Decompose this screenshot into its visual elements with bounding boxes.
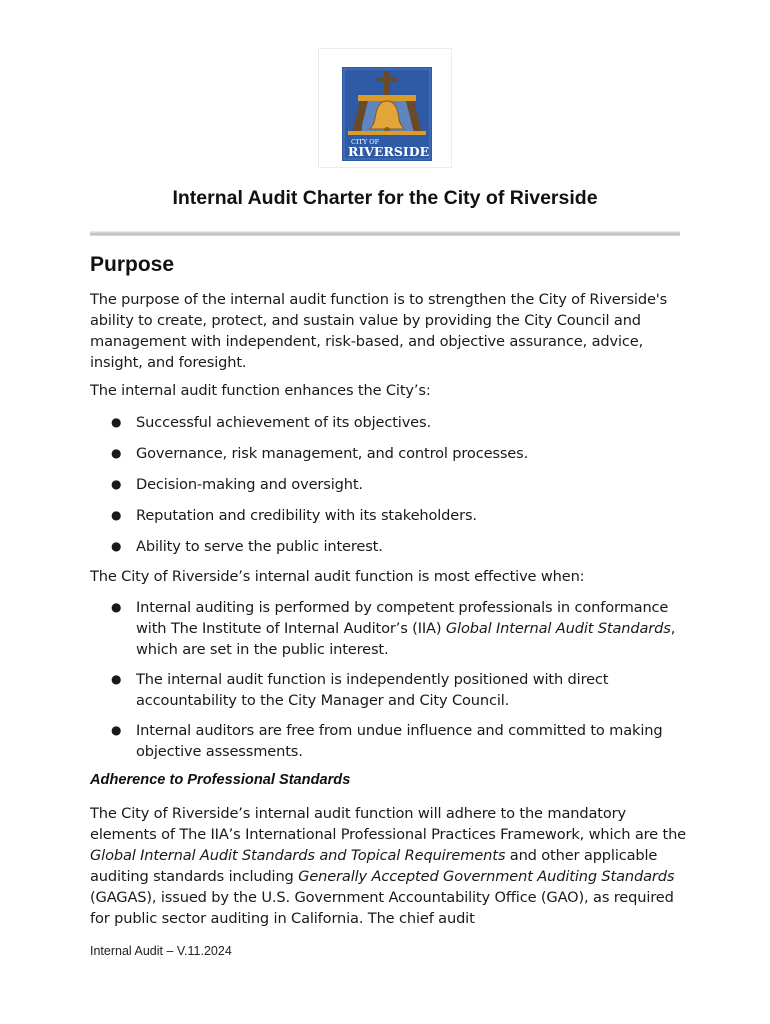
logo-text-city-of: CITY OF [351,138,380,146]
list-item: ● Internal auditors are free from undue influence and committed to making objective assessments. [111,722,663,760]
bullet-icon: ● [111,672,122,686]
city-seal-logo [342,67,432,161]
title-divider [90,231,680,236]
page-footer: Internal Audit – V.11.2024 [90,944,232,958]
purpose-intro: The purpose of the internal audit function is to strengthen the City of Riverside's ability to create, protect, and sustain value by providing the City Council and management with independent, risk-based, and objective assurance, advice, insight, and foresight. [90,291,668,371]
list-item: ● Successful achievement of its objectives. [111,414,431,431]
logo-text-riverside: RIVERSIDE [348,144,430,159]
bullet-icon: ● [111,477,122,491]
bullet-icon: ● [111,539,122,553]
list-item: ● Decision-making and oversight. [111,476,363,493]
enhances-lead: The internal audit function enhances the City’s: [90,382,431,399]
bullet-icon: ● [111,415,122,429]
list-item: ● Internal auditing is performed by competent professionals in conformance with The Institute of Internal Auditor’s (IIA) Global Internal Audit Standards, which are set in the public interest. [111,599,676,658]
adherence-heading: Adherence to Professional Standards [90,772,351,788]
logo-frame [318,48,452,168]
effective-lead: The City of Riverside’s internal audit function is most effective when: [90,568,585,585]
bullet-icon: ● [111,446,122,460]
list-item: ● Governance, risk management, and control processes. [111,445,529,462]
list-item: ● The internal audit function is independently positioned with direct accountability to the City Manager and City Council. [111,671,609,709]
document-title: Internal Audit Charter for the City of Riverside [172,187,598,209]
purpose-heading: Purpose [90,253,175,276]
bullet-icon: ● [111,600,122,614]
bullet-icon: ● [111,508,122,522]
adherence-paragraph: The City of Riverside’s internal audit function will adhere to the mandatory elements of The IIA’s International Professional Practices Framework, which are the Global Internal Audit Standards and Topical Requirements and other applicable auditing standards including Generally Accepted Government Auditing Standards (GAGAS), issued by the U.S. Government Accountability Office (GAO), as required for public sector auditing in California. The chief audit [90,805,686,927]
bullet-icon: ● [111,723,122,737]
list-item: ● Reputation and credibility with its stakeholders. [111,507,477,524]
list-item: ● Ability to serve the public interest. [111,538,383,555]
